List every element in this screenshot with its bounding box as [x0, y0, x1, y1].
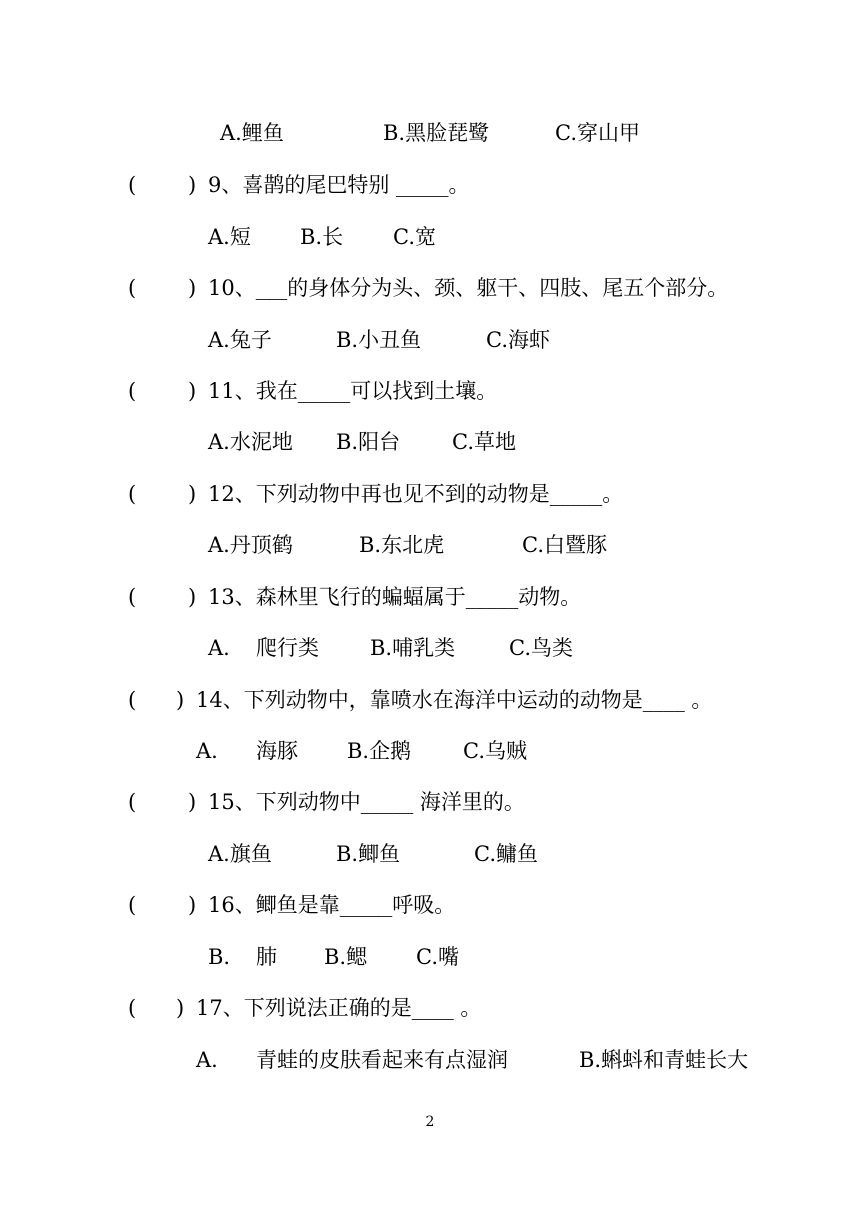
- answer-paren-close: ): [188, 379, 197, 403]
- option-b: B.黑脸琵鹭: [383, 121, 490, 145]
- option-c: C.穿山甲: [555, 121, 640, 145]
- page-number: 2: [425, 1114, 435, 1130]
- option-a: 肺: [256, 945, 277, 969]
- option-a-letter: A.: [208, 636, 230, 660]
- question-text: 15、下列动物中_____ 海洋里的。: [208, 790, 525, 814]
- option-a-letter: B.: [208, 945, 231, 969]
- option-b: B.鲫鱼: [336, 842, 401, 866]
- option-c: C.宽: [393, 225, 436, 249]
- answer-paren-open: (: [128, 379, 137, 403]
- answer-paren-open: (: [128, 276, 137, 300]
- answer-paren-open: (: [128, 173, 137, 197]
- option-b: B.哺乳类: [370, 636, 456, 660]
- option-a: 青蛙的皮肤看起来有点湿润: [256, 1048, 508, 1072]
- option-b: B.企鹅: [347, 739, 412, 763]
- option-b: B.蝌蚪和青蛙长大: [579, 1048, 749, 1072]
- option-a: 爬行类: [256, 636, 319, 660]
- question-text: 16、鲫鱼是靠_____呼吸。: [208, 893, 456, 917]
- option-b: B.鳃: [324, 945, 368, 969]
- question-text: 10、___的身体分为头、颈、躯干、四肢、尾五个部分。: [208, 276, 729, 300]
- answer-paren-close: ): [188, 482, 197, 506]
- options-row-q17: [0, 1045, 860, 1165]
- option-a-letter: A.: [196, 739, 218, 763]
- question-text: 14、下列动物中，靠喷水在海洋中运动的动物是____ 。: [196, 688, 713, 712]
- answer-paren-open: (: [128, 996, 137, 1020]
- answer-paren-close: ): [188, 276, 197, 300]
- option-a: A.丹顶鹤: [208, 533, 293, 557]
- option-c: C.鸟类: [509, 636, 573, 660]
- answer-paren-open: (: [128, 790, 137, 814]
- option-b: B.小丑鱼: [336, 328, 422, 352]
- option-a: A.鲤鱼: [220, 121, 284, 145]
- option-c: C.乌贼: [463, 739, 527, 763]
- answer-paren-close: ): [176, 688, 185, 712]
- question-text: 17、下列说法正确的是____ 。: [196, 996, 482, 1020]
- answer-paren-close: ): [176, 996, 185, 1020]
- question-text: 12、下列动物中再也见不到的动物是_____。: [208, 482, 624, 506]
- option-a: A.兔子: [208, 328, 272, 352]
- answer-paren-open: (: [128, 482, 137, 506]
- option-c: C.草地: [452, 430, 516, 454]
- option-a-letter: A.: [196, 1048, 218, 1072]
- answer-paren-close: ): [188, 790, 197, 814]
- option-a: A.短: [208, 225, 251, 249]
- option-b: B.阳台: [336, 430, 401, 454]
- answer-paren-close: ): [188, 173, 197, 197]
- option-b: B.东北虎: [359, 533, 445, 557]
- question-text: 13、森林里飞行的蝙蝠属于_____动物。: [208, 585, 582, 609]
- answer-paren-close: ): [188, 585, 197, 609]
- option-a: A.旗鱼: [208, 842, 272, 866]
- option-b: B.长: [300, 225, 344, 249]
- option-c: C.嘴: [416, 945, 459, 969]
- question-text: 9、喜鹊的尾巴特别 _____。: [208, 173, 470, 197]
- answer-paren-close: ): [188, 893, 197, 917]
- answer-paren-open: (: [128, 585, 137, 609]
- answer-paren-open: (: [128, 688, 137, 712]
- question-text: 11、我在_____可以找到土壤。: [208, 379, 498, 403]
- option-c: C.鳙鱼: [474, 842, 538, 866]
- option-a: 海豚: [256, 739, 298, 763]
- option-c: C.海虾: [486, 328, 550, 352]
- answer-paren-open: (: [128, 893, 137, 917]
- option-a: A.水泥地: [208, 430, 293, 454]
- option-c: C.白暨豚: [522, 533, 607, 557]
